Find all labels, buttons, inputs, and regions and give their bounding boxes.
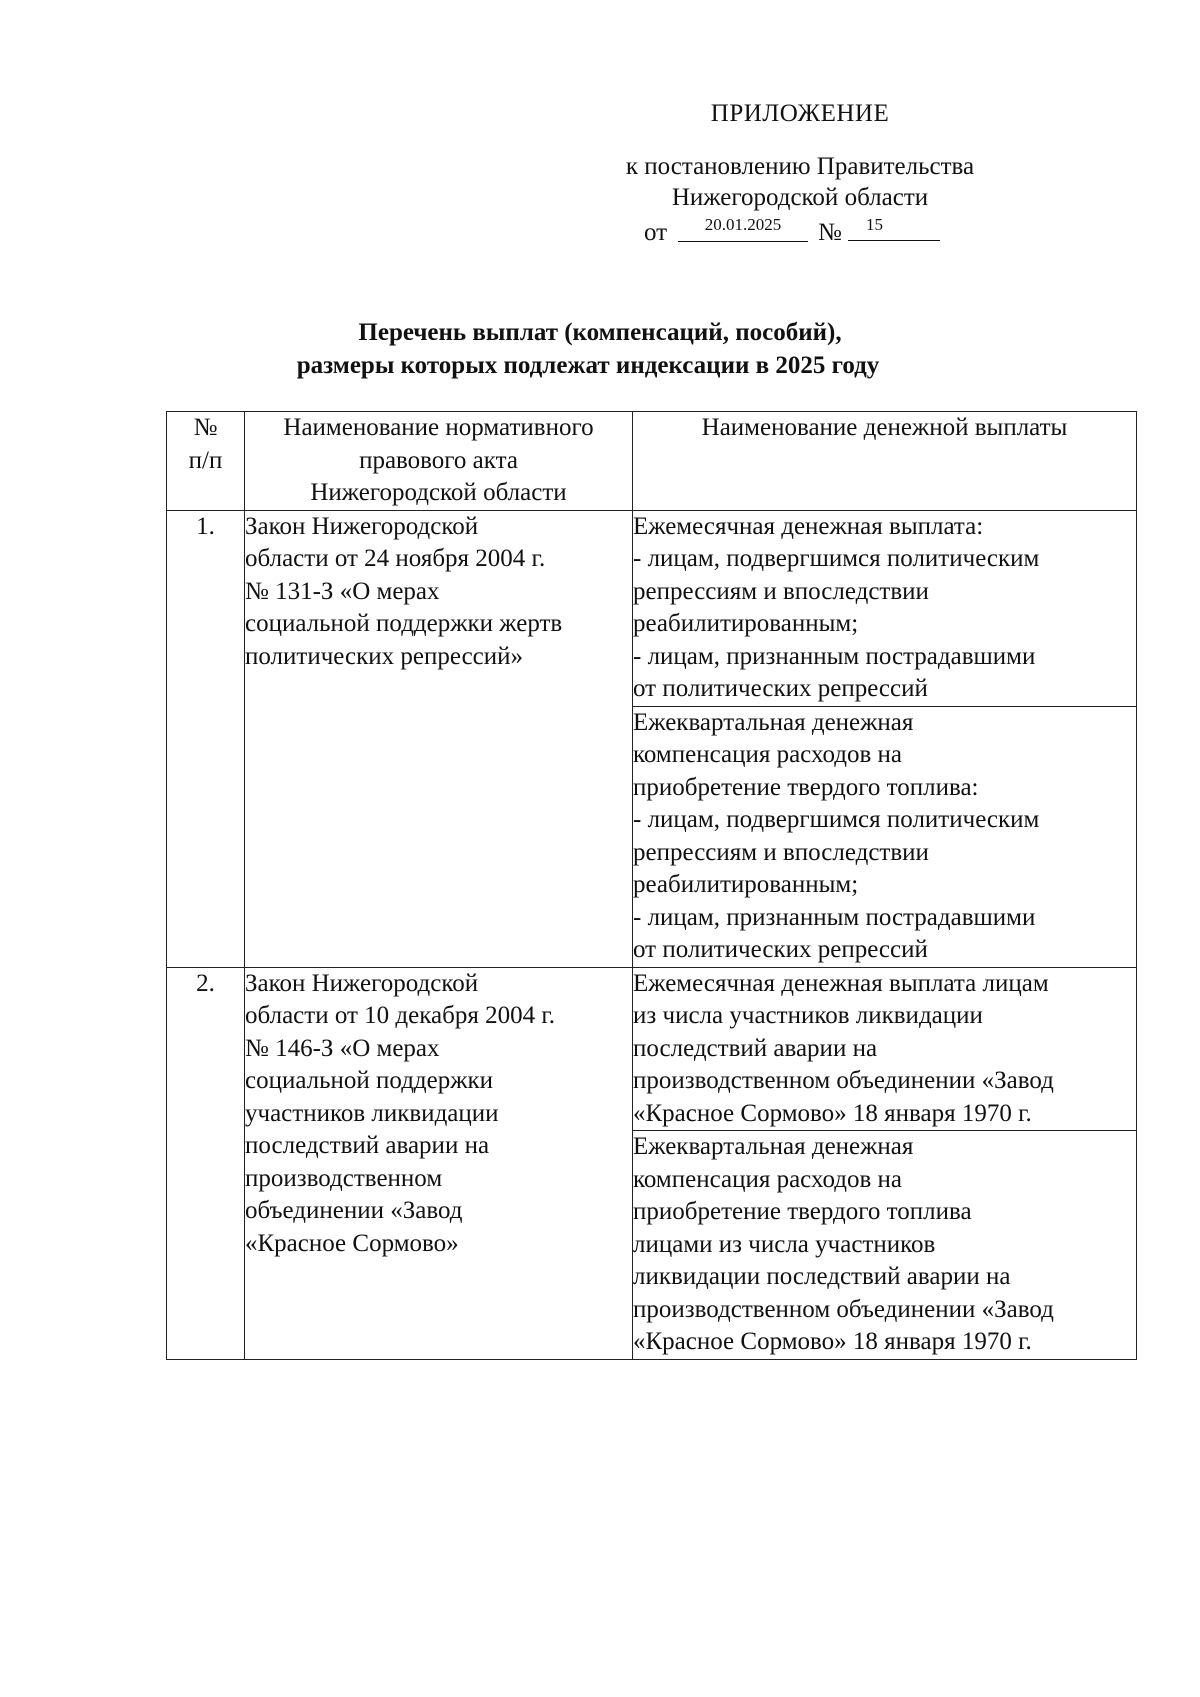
row-number: 2. <box>167 967 245 1359</box>
payments-table <box>166 411 1137 1360</box>
table-row <box>167 510 1137 706</box>
number-prefix: № <box>818 219 842 246</box>
row-act: Закон Нижегородской области от 10 декабря 2004 г. № 146-З «О мерах социальной поддержки участников ликвидации последствий аварии на производственном объединении «Завод «Красное Сормово» <box>245 967 633 1359</box>
table-row <box>167 967 1137 1131</box>
document-title <box>0 316 1200 382</box>
row-payment: Ежеквартальная денежная компенсация расходов на приобретение твердого топлива лицами из числа участников ликвидации последствий аварии на производственном объединении «Завод «Красное Сормово» 18 января 1970 г. <box>633 1131 1137 1360</box>
resolution-date: 20.01.2025 <box>678 215 808 242</box>
resolution-reference: к постановлению Правительства <box>625 153 975 180</box>
header-act: Наименование нормативного правового акта Нижегородской области <box>245 412 633 511</box>
row-act: Закон Нижегородской области от 24 ноября 2004 г. № 131-З «О мерах социальной поддержки жертв политических репрессий» <box>245 510 633 967</box>
date-prefix: от <box>644 219 668 246</box>
header-payment: Наименование денежной выплаты <box>633 412 1137 511</box>
row-number: 1. <box>167 510 245 967</box>
appendix-header <box>560 98 1040 246</box>
title-line-1: Перечень выплат (компенсаций, пособий), <box>358 319 842 346</box>
title-line-2: размеры которых подлежат индексации в 2025 году <box>296 352 880 379</box>
header-number: № п/п <box>167 412 245 511</box>
appendix-label: ПРИЛОЖЕНИЕ <box>710 100 890 127</box>
row-payment: Ежемесячная денежная выплата: - лицам, подвергшимся политическим репрессиям и впоследствии реабилитированным; - лицам, признанным пострадавшими от политических репрессий <box>633 510 1137 706</box>
region-name: Нижегородской области <box>671 184 929 211</box>
resolution-number: 15 <box>848 215 940 241</box>
table-header-row <box>167 412 1137 511</box>
date-number-line <box>560 215 1040 246</box>
row-payment: Ежеквартальная денежная компенсация расходов на приобретение твердого топлива: - лицам, подвергшимся политическим репрессиям и впоследствии реабилитированным; - лицам, признанным пострадавшими от политических репрессий <box>633 706 1137 967</box>
row-payment: Ежемесячная денежная выплата лицам из числа участников ликвидации последствий аварии на производственном объединении «Завод «Красное Сормово» 18 января 1970 г. <box>633 967 1137 1131</box>
